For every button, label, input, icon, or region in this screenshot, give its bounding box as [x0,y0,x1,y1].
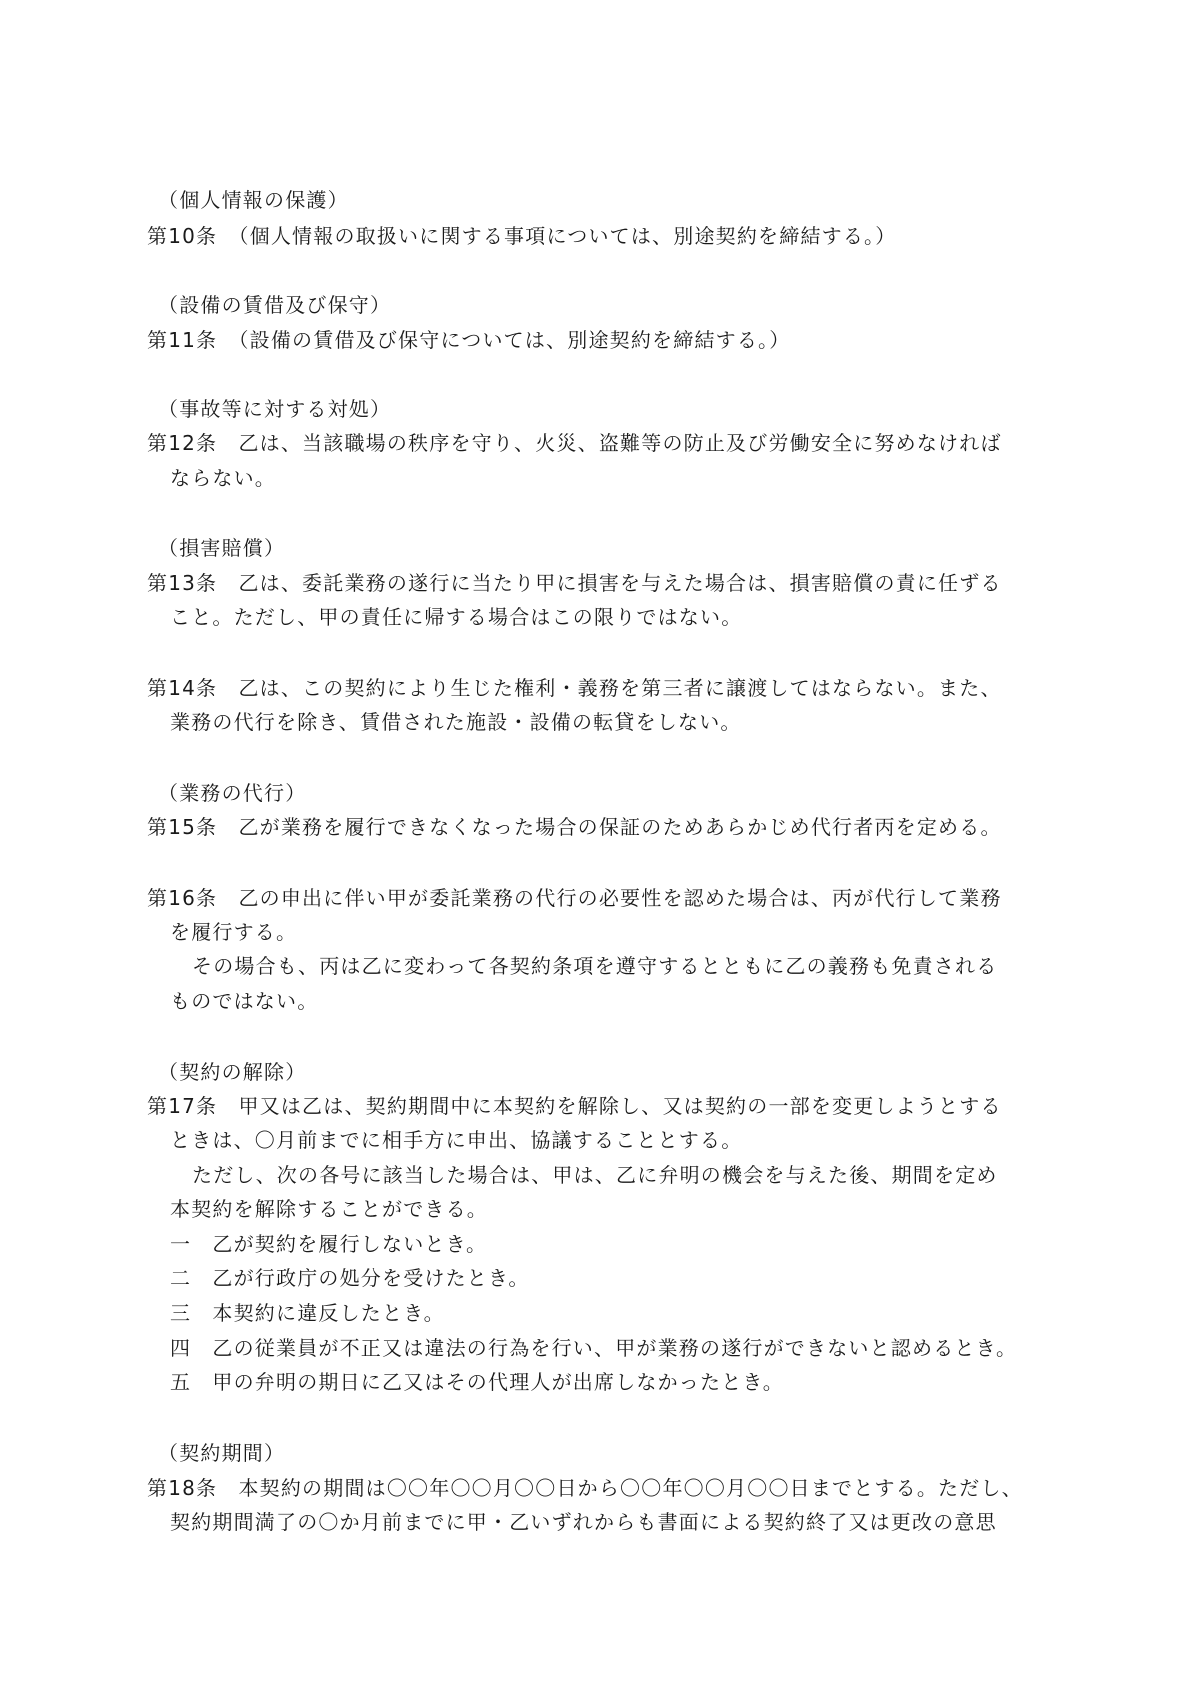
article-heading-termination: （契約の解除） [158,1060,307,1084]
article-11: 第11条 （設備の賃借及び保守については、別途契約を締結する。） [147,328,791,352]
article-heading-accident: （事故等に対する対処） [158,397,392,421]
article-18: 第18条 本契約の期間は〇〇年〇〇月〇〇日から〇〇年〇〇月〇〇日までとする。ただし、 [147,1476,1023,1500]
article-13: 第13条 乙は、委託業務の遂行に当たり甲に損害を与えた場合は、損害賠償の責に任ずる [147,571,1002,595]
article-16-para2: その場合も、丙は乙に変わって各契約条項を遵守するとともに乙の義務も免責される [192,954,998,978]
article-13-cont: こと。ただし、甲の責任に帰する場合はこの限りではない。 [170,605,743,629]
article-heading-term: （契約期間） [158,1441,286,1465]
article-14-cont: 業務の代行を除き、賃借された施設・設備の転貸をしない。 [170,710,742,734]
article-17-item-3: 三 本契約に違反したとき。 [170,1301,445,1325]
article-17-cont: ときは、〇月前までに相手方に申出、協議することとする。 [170,1128,743,1152]
article-16: 第16条 乙の申出に伴い甲が委託業務の代行の必要性を認めた場合は、丙が代行して業務 [147,886,1002,910]
article-17-item-5: 五 甲の弁明の期日に乙又はその代理人が出席しなかったとき。 [170,1370,784,1394]
article-12-cont: ならない。 [170,466,276,490]
article-16-cont: を履行する。 [170,920,298,944]
article-17: 第17条 甲又は乙は、契約期間中に本契約を解除し、又は契約の一部を変更しようとする [147,1094,1002,1118]
article-17-para2-cont: 本契約を解除することができる。 [170,1197,488,1221]
article-16-para2-cont: ものではない。 [170,989,319,1013]
article-17-item-4: 四 乙の従業員が不正又は違法の行為を行い、甲が業務の遂行ができないと認めるとき。 [170,1336,1018,1360]
article-17-item-1: 一 乙が契約を履行しないとき。 [170,1232,488,1256]
article-17-item-2: 二 乙が行政庁の処分を受けたとき。 [170,1266,530,1290]
article-12: 第12条 乙は、当該職場の秩序を守り、火災、盗難等の防止及び労働安全に努めなければ [147,431,1002,455]
article-heading-damages: （損害賠償） [158,536,286,560]
article-heading-agency: （業務の代行） [158,781,307,805]
article-15: 第15条 乙が業務を履行できなくなった場合の保証のためあらかじめ代行者丙を定める。 [147,815,1002,839]
article-heading-equipment: （設備の賃借及び保守） [158,293,392,317]
article-14: 第14条 乙は、この契約により生じた権利・義務を第三者に譲渡してはならない。また、 [147,676,1002,700]
article-10: 第10条 （個人情報の取扱いに関する事項については、別途契約を締結する。） [147,224,897,248]
article-17-para2: ただし、次の各号に該当した場合は、甲は、乙に弁明の機会を与えた後、期間を定め [192,1163,998,1187]
article-heading-personal-info: （個人情報の保護） [158,188,349,212]
article-18-cont: 契約期間満了の〇か月前までに甲・乙いずれからも書面による契約終了又は更改の意思 [170,1510,997,1534]
